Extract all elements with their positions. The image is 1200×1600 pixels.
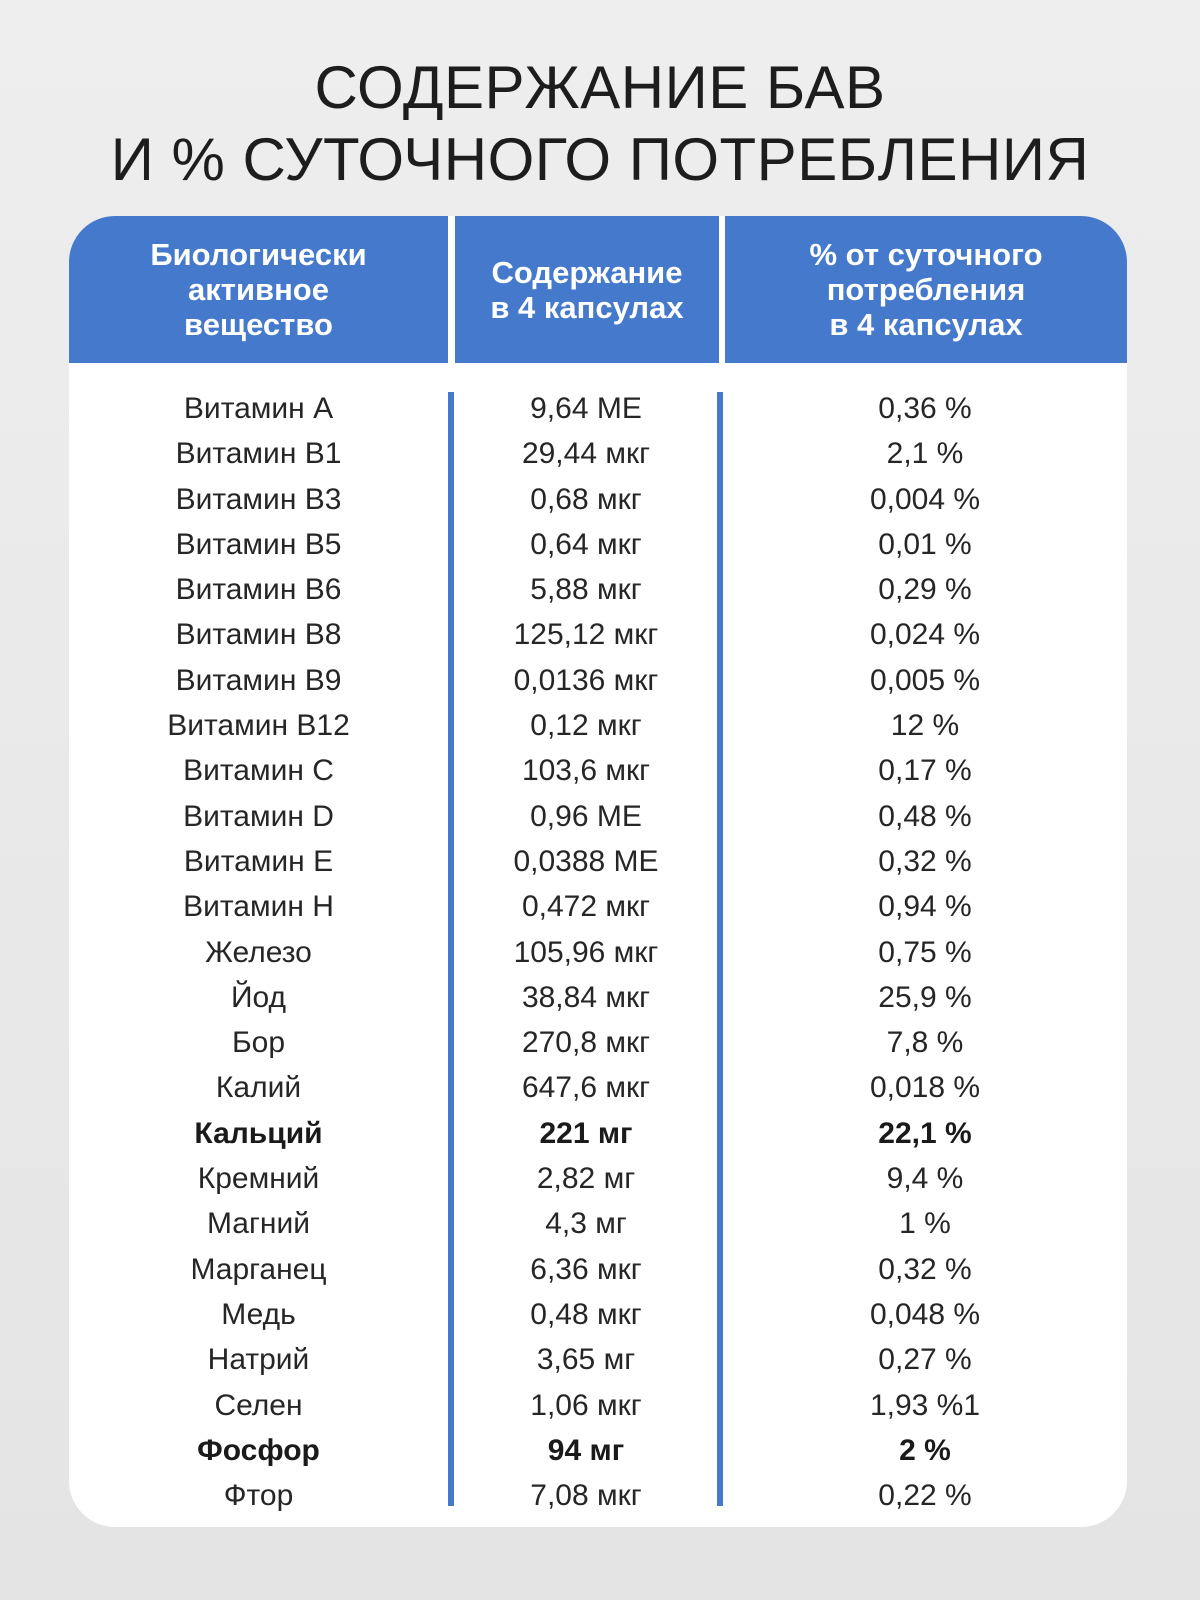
cell-substance: Медь [221,1297,296,1331]
table-row [69,839,1127,884]
table-row [69,431,1127,476]
table-row [69,1020,1127,1065]
table-row [69,703,1127,748]
cell-substance: Витамин В3 [175,482,342,516]
cell-amount: 3,65 мг [536,1343,636,1377]
table-body [69,386,1127,1518]
cell-percent: 1,93 %1 [869,1388,981,1422]
cell-substance: Фосфор [197,1433,320,1467]
cell-substance: Витамин В12 [167,709,350,743]
cell-percent: 0,75 % [878,935,972,969]
title-line-1: СОДЕРЖАНИЕ БАВ [314,54,886,121]
cell-amount: 270,8 мкг [521,1026,651,1060]
table-row [69,794,1127,839]
table-row [69,1383,1127,1428]
title-line-2: И % СУТОЧНОГО ПОТРЕБЛЕНИЯ [110,126,1090,193]
cell-substance: Калий [215,1071,302,1105]
page-title [0,52,1200,196]
cell-percent: 25,9 % [878,980,972,1014]
cell-substance: Селен [214,1388,303,1422]
cell-percent: 0,01 % [878,527,972,561]
cell-substance: Витамин Е [183,844,334,878]
nutrient-table [69,216,1127,1527]
table-row [69,1111,1127,1156]
cell-substance: Марганец [190,1252,327,1286]
cell-substance: Витамин В1 [175,437,342,471]
cell-substance: Фтор [223,1479,294,1513]
cell-amount: 29,44 мкг [521,437,651,471]
cell-amount: 221 мг [539,1116,633,1150]
cell-substance: Витамин С [183,754,334,788]
cell-substance: Витамин В6 [175,573,342,607]
table-row [69,1065,1127,1110]
table-row [69,1247,1127,1292]
cell-amount: 0,12 мкг [530,709,642,743]
table-row [69,1337,1127,1382]
table-header [69,216,1127,363]
cell-amount: 0,0388 МЕ [513,844,659,878]
cell-percent: 0,048 % [869,1297,981,1331]
cell-percent: 0,48 % [878,799,972,833]
cell-substance: Кремний [197,1162,320,1196]
cell-amount: 0,96 МЕ [530,799,642,833]
cell-percent: 0,29 % [878,573,972,607]
cell-amount: 105,96 мкг [513,935,659,969]
table-row [69,884,1127,929]
header-substance: Биологически активное вещество [69,216,448,363]
cell-substance: Витамин D [183,799,334,833]
table-row [69,975,1127,1020]
cell-amount: 7,08 мкг [530,1479,642,1513]
cell-substance: Бор [231,1026,286,1060]
cell-percent: 0,22 % [878,1479,972,1513]
cell-amount: 94 мг [547,1433,625,1467]
cell-percent: 0,94 % [878,890,972,924]
cell-percent: 0,36 % [878,392,972,425]
table-row [69,1292,1127,1337]
cell-percent: 0,27 % [878,1343,972,1377]
cell-percent: 0,024 % [869,618,981,652]
cell-percent: 0,17 % [878,754,972,788]
cell-amount: 0,472 мкг [521,890,651,924]
cell-substance: Магний [206,1207,311,1241]
table-row [69,386,1127,431]
cell-substance: Кальций [194,1116,323,1150]
cell-amount: 0,0136 мкг [513,663,659,697]
cell-amount: 125,12 мкг [513,618,659,652]
cell-percent: 1 % [899,1207,951,1241]
cell-amount: 38,84 мкг [521,980,651,1014]
cell-percent: 0,32 % [878,844,972,878]
cell-percent: 22,1 % [878,1116,972,1150]
table-row [69,930,1127,975]
cell-substance: Витамин А [183,392,334,425]
cell-amount: 1,06 мкг [530,1388,642,1422]
table-row [69,567,1127,612]
header-percent: % от суточного потребления в 4 капсулах [725,216,1127,363]
cell-amount: 0,68 мкг [530,482,642,516]
cell-substance: Натрий [207,1343,310,1377]
table-row [69,1428,1127,1473]
table-row [69,477,1127,522]
cell-amount: 0,64 мкг [530,527,642,561]
table-row [69,522,1127,567]
table-row [69,1201,1127,1246]
cell-substance: Витамин В9 [175,663,342,697]
cell-percent: 7,8 % [886,1026,964,1060]
cell-substance: Железо [205,935,312,969]
header-amount: Содержание в 4 капсулах [455,216,719,363]
cell-percent: 2,1 % [886,437,964,471]
cell-substance: Йод [230,980,287,1014]
cell-amount: 4,3 мг [545,1207,627,1241]
cell-percent: 0,005 % [869,663,981,697]
table-row [69,1473,1127,1518]
cell-percent: 12 % [890,709,960,743]
cell-amount: 9,64 МЕ [530,392,642,425]
cell-percent: 0,004 % [869,482,981,516]
cell-amount: 647,6 мкг [521,1071,651,1105]
cell-percent: 0,018 % [869,1071,981,1105]
cell-amount: 6,36 мкг [530,1252,642,1286]
cell-substance: Витамин В5 [175,527,342,561]
cell-substance: Витамин В8 [175,618,342,652]
table-row [69,658,1127,703]
table-row [69,1156,1127,1201]
cell-amount: 0,48 мкг [530,1297,642,1331]
cell-amount: 103,6 мкг [521,754,651,788]
table-row [69,748,1127,793]
cell-percent: 0,32 % [878,1252,972,1286]
cell-percent: 2 % [899,1433,951,1467]
cell-amount: 2,82 мг [536,1162,636,1196]
cell-amount: 5,88 мкг [530,573,642,607]
cell-percent: 9,4 % [886,1162,964,1196]
cell-substance: Витамин Н [183,890,334,924]
table-row [69,612,1127,657]
